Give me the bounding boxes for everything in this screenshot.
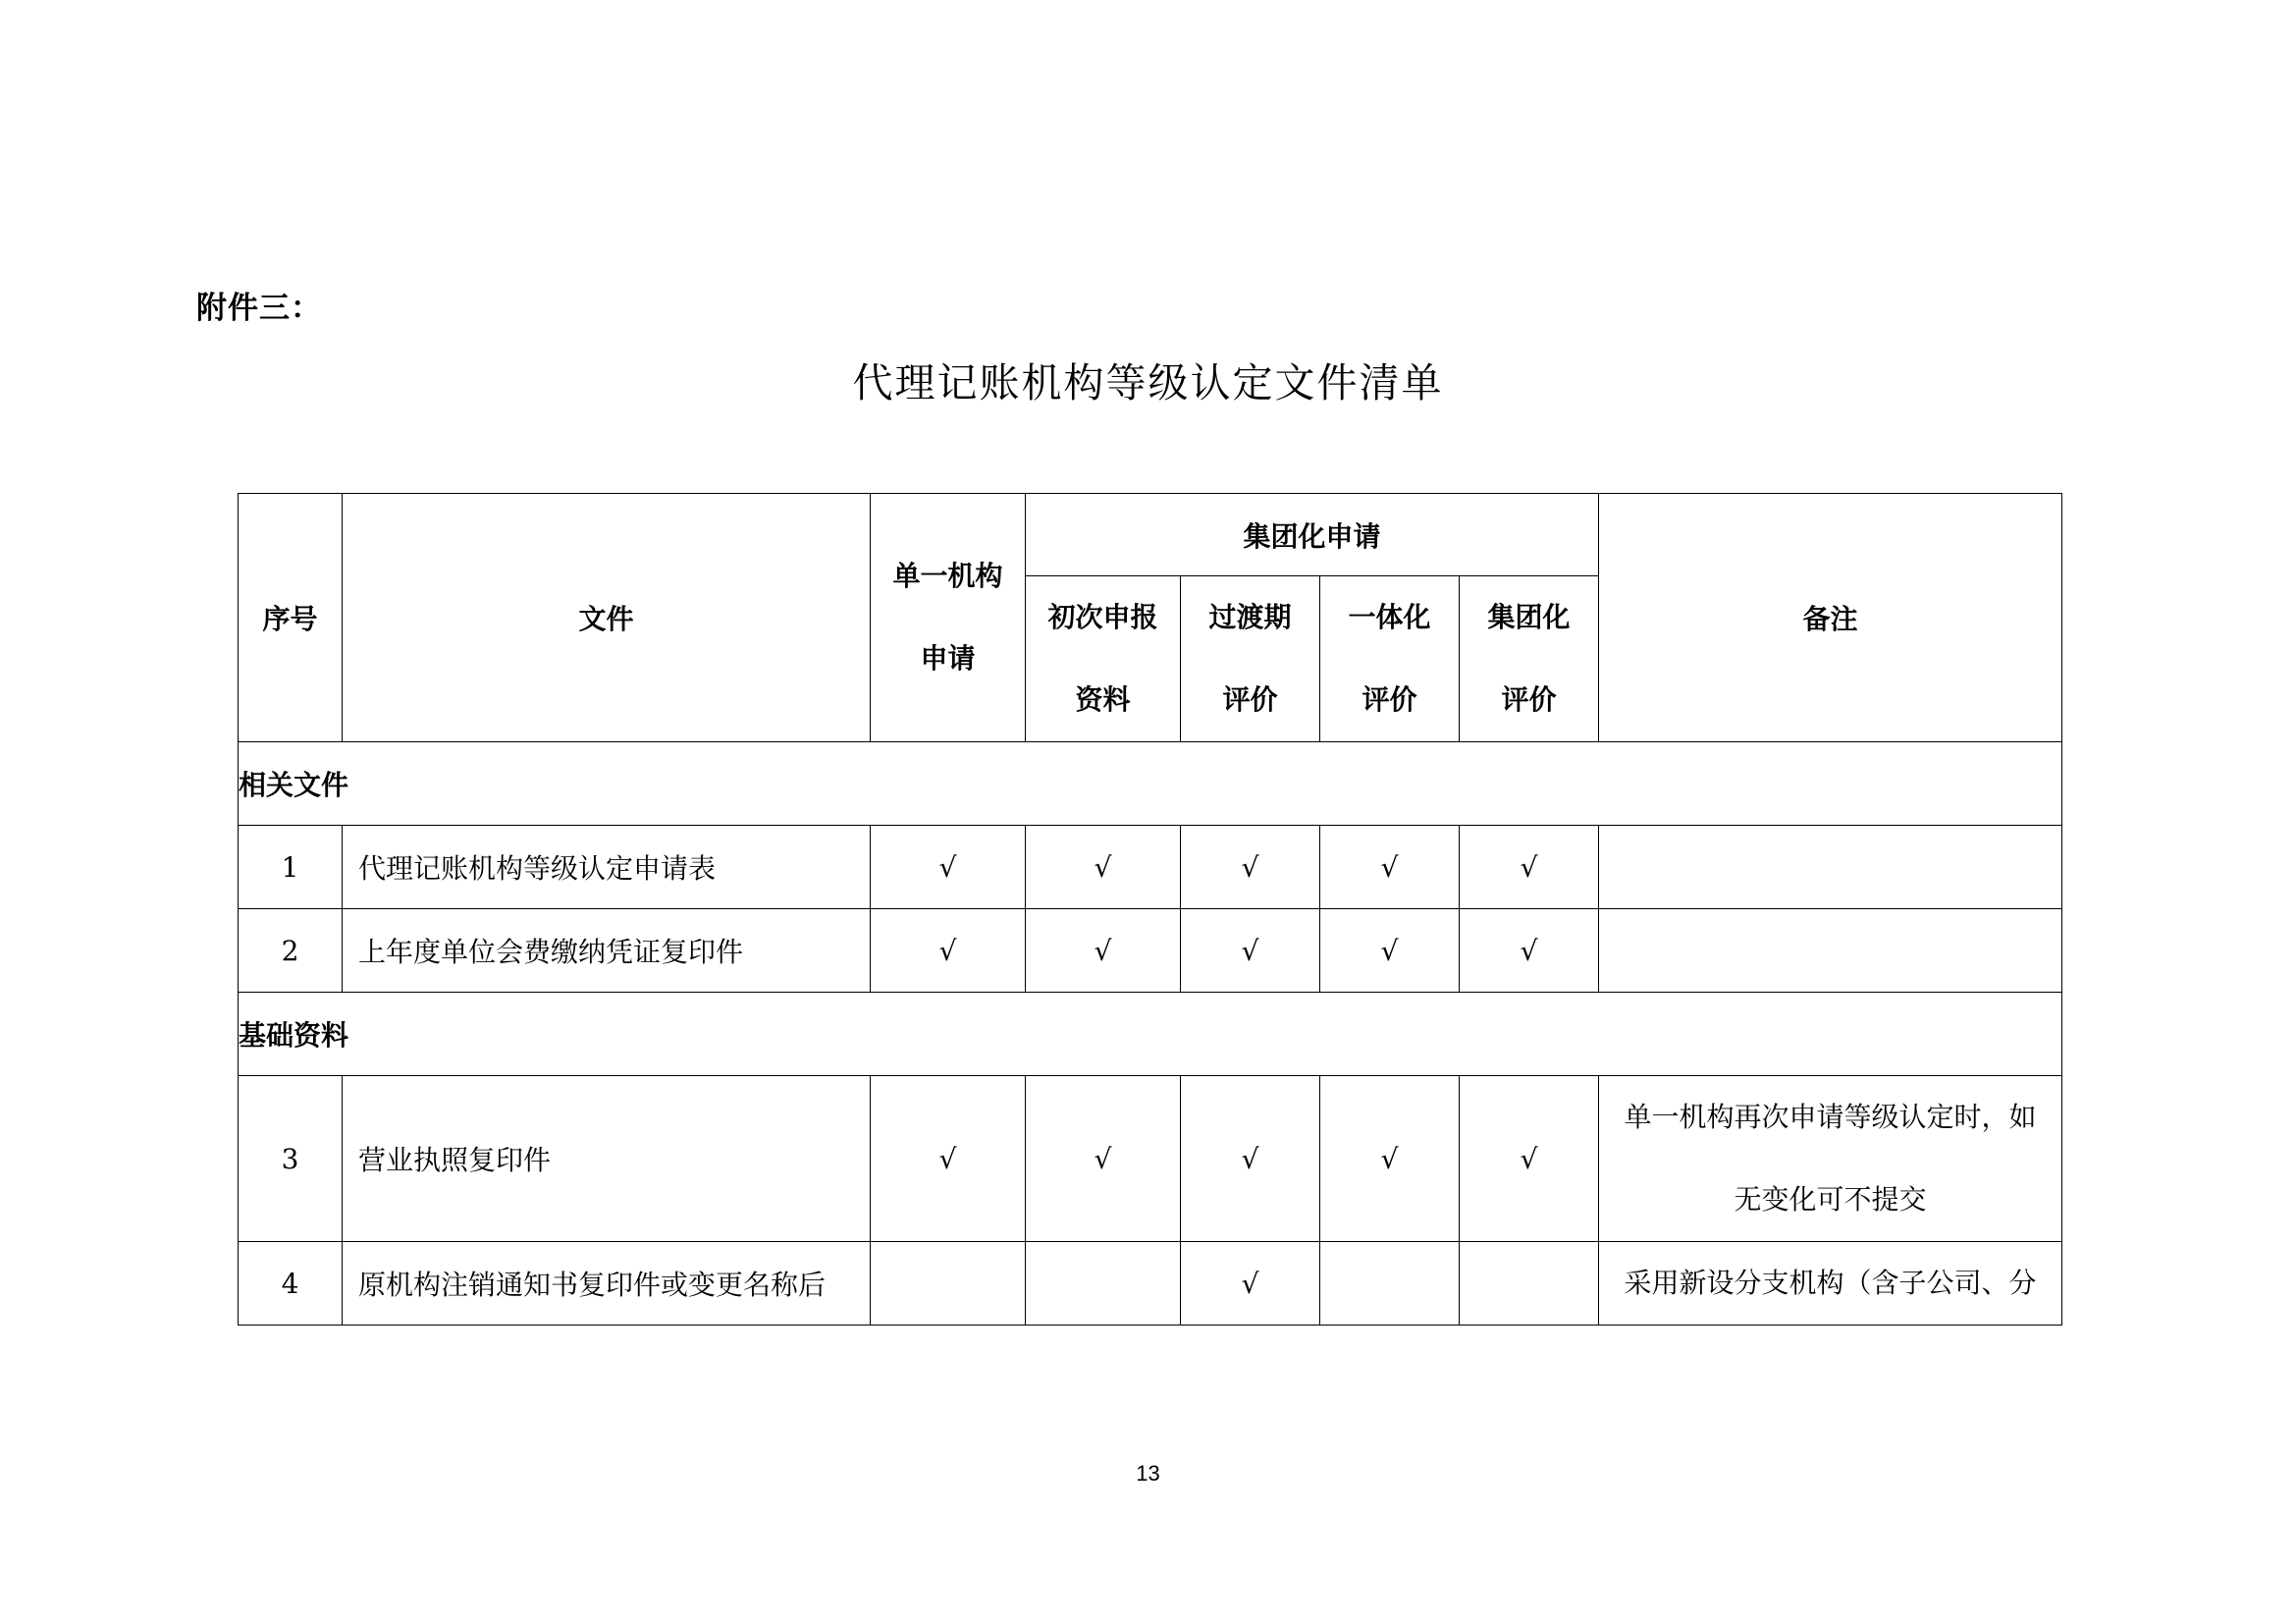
file-name: 代理记账机构等级认定申请表 [343, 826, 871, 909]
header-initial-line1: 初次申报 [1047, 601, 1158, 633]
remark-cell [1599, 909, 2062, 993]
check-mark: √ [1026, 909, 1181, 993]
header-initial [1026, 576, 1181, 742]
document-title: 代理记账机构等级认定文件清单 [852, 359, 1444, 406]
remark-line: 采用新设分支机构（含子公司、分 [1624, 1267, 2037, 1299]
header-grouped-line1: 集团化 [1487, 601, 1571, 633]
check-mark: √ [1181, 909, 1320, 993]
header-transition-line1: 过渡期 [1208, 601, 1292, 633]
section-title: 相关文件 [239, 742, 2062, 826]
header-grouped-line2: 评价 [1501, 683, 1557, 716]
check-mark: √ [871, 909, 1026, 993]
check-mark: √ [1026, 1076, 1181, 1242]
row-number: 2 [239, 909, 343, 993]
table-row [239, 909, 2062, 993]
section-row [239, 993, 2062, 1076]
table-row [239, 1076, 2062, 1242]
check-mark: √ [1181, 1076, 1320, 1242]
file-name: 营业执照复印件 [343, 1076, 871, 1242]
check-mark: √ [1460, 909, 1599, 993]
header-integrated-line2: 评价 [1362, 683, 1417, 716]
remark-line: 无变化可不提交 [1734, 1183, 1927, 1216]
check-mark: √ [1181, 826, 1320, 909]
check-mark: √ [871, 1076, 1026, 1242]
remark-cell [1599, 1242, 2062, 1326]
check-mark [1320, 1242, 1460, 1326]
section-row [239, 742, 2062, 826]
file-name: 上年度单位会费缴纳凭证复印件 [343, 909, 871, 993]
header-integrated [1320, 576, 1460, 742]
check-mark: √ [871, 826, 1026, 909]
table-row [239, 826, 2062, 909]
row-number: 4 [239, 1242, 343, 1326]
check-mark [1026, 1242, 1181, 1326]
remark-cell [1599, 1076, 2062, 1242]
check-mark: √ [1320, 909, 1460, 993]
remark-line: 单一机构再次申请等级认定时，如 [1624, 1101, 2037, 1133]
page-number: 13 [1136, 1461, 1160, 1486]
section-title: 基础资料 [239, 993, 2062, 1076]
header-single-line2: 申请 [920, 642, 976, 675]
row-number: 1 [239, 826, 343, 909]
check-mark [871, 1242, 1026, 1326]
check-mark: √ [1026, 826, 1181, 909]
header-seq: 序号 [239, 494, 343, 742]
check-mark: √ [1460, 826, 1599, 909]
header-transition [1181, 576, 1320, 742]
table-header [239, 494, 2062, 742]
document-list-table [238, 493, 2062, 1326]
header-grouped [1460, 576, 1599, 742]
header-integrated-line1: 一体化 [1348, 601, 1431, 633]
row-number: 3 [239, 1076, 343, 1242]
table-body [239, 742, 2062, 1326]
attachment-label: 附件三： [196, 291, 322, 326]
check-mark: √ [1181, 1242, 1320, 1326]
table-row [239, 1242, 2062, 1326]
header-transition-line2: 评价 [1222, 683, 1278, 716]
check-mark: √ [1320, 826, 1460, 909]
remark-cell [1599, 826, 2062, 909]
header-single-application [871, 494, 1026, 742]
header-remark: 备注 [1599, 494, 2062, 742]
header-initial-line2: 资料 [1075, 683, 1131, 716]
header-file: 文件 [343, 494, 871, 742]
header-single-line1: 单一机构 [892, 560, 1003, 592]
check-mark: √ [1460, 1076, 1599, 1242]
check-mark: √ [1320, 1076, 1460, 1242]
header-group-application: 集团化申请 [1026, 494, 1599, 576]
file-name: 原机构注销通知书复印件或变更名称后 [343, 1242, 871, 1326]
check-mark [1460, 1242, 1599, 1326]
